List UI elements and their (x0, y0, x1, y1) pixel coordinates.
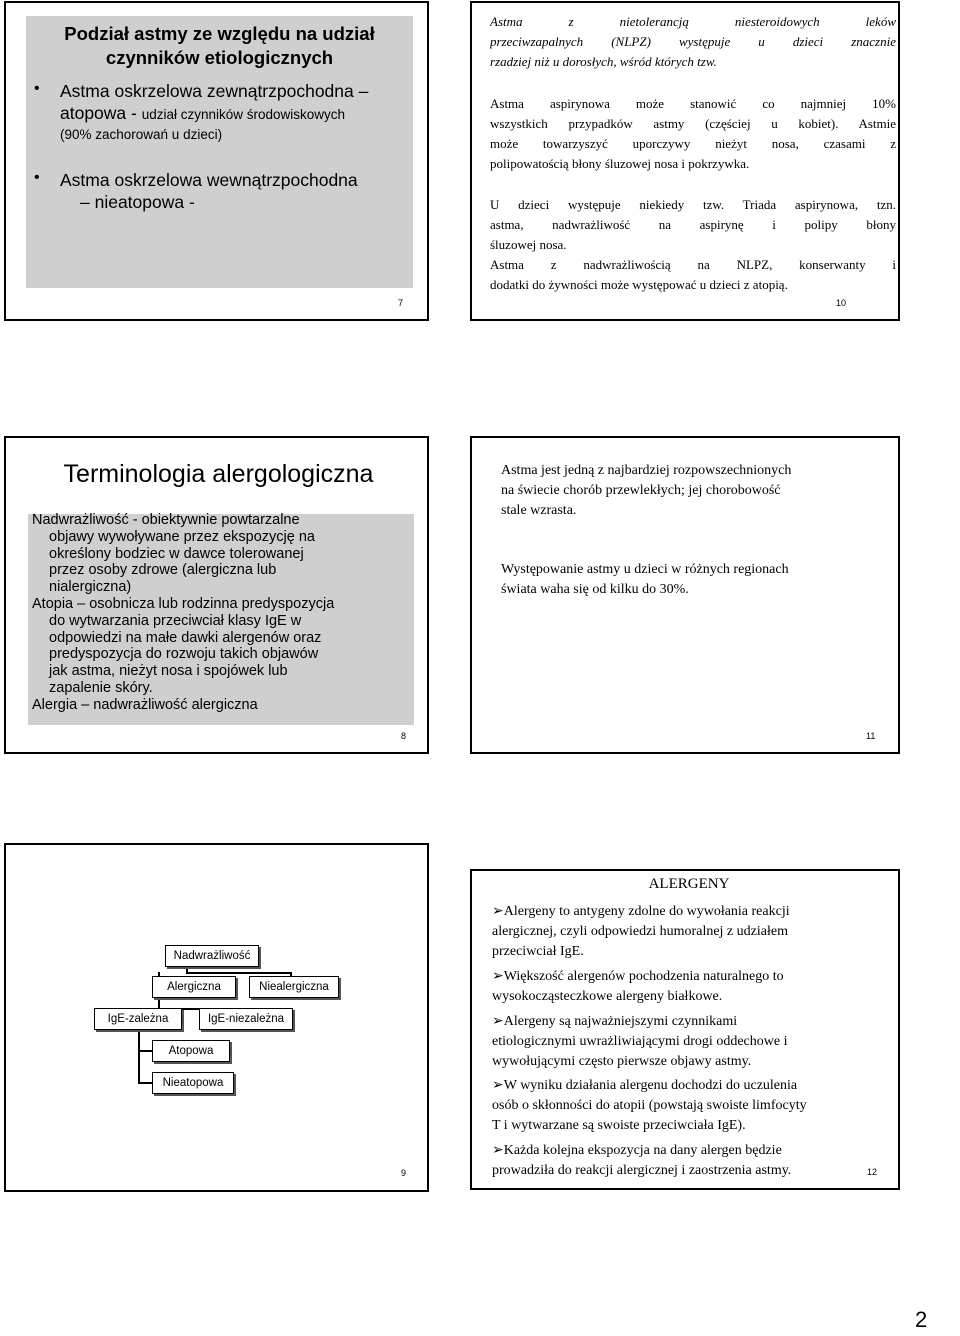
text-line: wszystkich przypadków astmy (częściej u kobiet). Astmie (490, 116, 896, 131)
paragraph-regions (501, 560, 891, 600)
allergen-item (492, 902, 886, 961)
slide-12-title: ALERGENY (648, 876, 730, 892)
bullet-line: Astma oskrzelowa zewnątrzpochodna – (60, 81, 369, 101)
text-line: na świecie chorób przewlekłych; jej chorobowość (501, 483, 781, 498)
text-line: śluzowej nosa. (490, 237, 567, 252)
text-line: wysokocząsteczkowe alergeny białkowe. (492, 988, 723, 1004)
text-line: U dzieci występuje niekiedy tzw. Triada aspirynowa, tzn. (490, 197, 896, 212)
text-line: wywołującymi często pierwsze objawy astmy. (492, 1053, 752, 1069)
text-line: W wyniku działania alergenu dochodzi do uczulenia (503, 1078, 798, 1093)
bullet-line: – nieatopowa - (80, 192, 195, 212)
node-alergiczna: Alergiczna (152, 976, 236, 998)
text-line: alergicznej, czyli odpowiedzi humoralnej z udziałem (492, 923, 788, 939)
bullet-note: udział czynników środowiskowych (141, 107, 346, 122)
text-line: Astma z nadwrażliwością na NLPZ, konserwanty i (490, 257, 896, 272)
bullet-line: Astma oskrzelowa wewnątrzpochodna (60, 170, 358, 190)
allergen-item (492, 967, 886, 1007)
text-line: Alergeny to antygeny zdolne do wywołania reakcji (503, 904, 790, 919)
text-line: polipowatością błony śluzowej nosa i pokrzywka. (490, 156, 750, 171)
slide-8 (4, 436, 429, 754)
node-atopowa: Atopowa (152, 1040, 230, 1062)
text-line: jak astma, nieżyt nosa i spojówek lub (49, 663, 288, 680)
node-niealergiczna: Niealergiczna (249, 976, 339, 998)
text-line: nialergiczna) (49, 579, 132, 596)
text-line: rzadziej niż u dorosłych, wśród których tzw. (490, 54, 717, 69)
arrow-bullet-icon: ➢ (492, 904, 504, 919)
text-line: przeciwzapalnych (NLPZ) występuje u dzieci znacznie (490, 34, 896, 49)
text-line: może towarzyszyć uporczywy nieżyt nosa, czasami z (490, 136, 896, 151)
text-line: do wytwarzania przeciwciał klasy IgE w (49, 612, 302, 629)
text-line: Większość alergenów pochodzenia naturalnego to (503, 969, 784, 984)
node-nieatopowa: Nieatopowa (152, 1072, 234, 1094)
slide-7 (4, 1, 429, 321)
allergen-item (492, 1141, 886, 1181)
text-line: etiologicznymi uwrażliwiającymi drogi oddechowe i (492, 1033, 788, 1049)
slide-number: 8 (401, 731, 407, 741)
arrow-bullet-icon: ➢ (492, 1078, 504, 1093)
bullet-line: (90% zachorowań u dzieci) (60, 127, 223, 142)
paragraph-prevalence (501, 461, 891, 521)
text-line: stale wzrasta. (501, 503, 577, 518)
text-line: osób o skłonności do atopii (powstają swoiste limfocyty (492, 1097, 807, 1113)
slide-7-panel (26, 16, 413, 288)
text-line: Nadwrażliwość - obiektywnie powtarzalne (32, 512, 300, 528)
bullet-icon: • (34, 80, 40, 97)
text-line: przeciwciał IgE. (492, 943, 584, 959)
text-line: Alergia – nadwrażliwość alergiczna (32, 696, 258, 713)
title-line: Podział astmy ze względu na udział (64, 23, 375, 44)
slide-11 (470, 436, 900, 754)
slide-7-title (26, 22, 413, 70)
node-nadwrazliwosc: Nadwrażliwość (165, 945, 259, 967)
slide-number: 12 (867, 1167, 878, 1177)
paragraph-triad (490, 195, 896, 295)
connector-line (138, 1050, 152, 1052)
text-line: prowadziła do reakcji alergicznej i zaostrzenia astmy. (492, 1162, 792, 1178)
title-line: czynników etiologicznych (105, 47, 334, 68)
node-ige-zalezna: IgE-zależna (94, 1008, 182, 1030)
text-line: Astma jest jedną z najbardziej rozpowszechnionych (501, 463, 792, 478)
text-line: przez osoby zdrowe (alergiczna lub (49, 562, 277, 579)
slide-10 (470, 1, 900, 321)
text-line: Atopia – osobnicza lub rodzinna predyspozycja (32, 595, 335, 612)
text-line: objawy wywoływane przez ekspozycję na (49, 528, 315, 545)
arrow-bullet-icon: ➢ (492, 969, 504, 984)
text-line: dodatki do żywności może występować u dzieci z atopią. (490, 277, 788, 292)
slide-8-body (32, 512, 414, 714)
text-line: Alergeny są najważniejszymi czynnikami (503, 1014, 738, 1029)
node-ige-niezalezna: IgE-niezależna (199, 1008, 293, 1030)
slide-8-title: Terminologia alergologiczna (63, 460, 374, 488)
text-line: Astma z nietolerancją niesteroidowych leków (490, 14, 896, 29)
connector-line (186, 972, 292, 974)
text-line: zapalenie skóry. (49, 679, 153, 696)
text-line: predyspozycja do rozwoju takich objawów (49, 646, 319, 663)
slide-number: 9 (401, 1168, 407, 1178)
bullet-icon: • (34, 169, 40, 186)
text-line: określony bodziec w dawce tolerowanej (49, 545, 304, 562)
arrow-bullet-icon: ➢ (492, 1014, 504, 1029)
page-number: 2 (915, 1307, 928, 1332)
bullet-term: atopowa - (60, 103, 142, 123)
paragraph-nlpz (490, 12, 896, 72)
slide-9 (4, 843, 429, 1192)
arrow-bullet-icon: ➢ (492, 1143, 504, 1158)
text-line: astma, nadwrażliwość na aspirynę i polipy błony (490, 217, 896, 232)
slide-number: 11 (866, 731, 876, 741)
text-line: Występowanie astmy u dzieci w różnych regionach (501, 562, 789, 577)
connector-line (138, 1082, 152, 1084)
text-line: świata waha się od kilku do 30%. (501, 582, 689, 597)
text-line: Każda kolejna ekspozycja na dany alergen będzie (503, 1143, 782, 1158)
allergen-item (492, 1076, 886, 1135)
text-line: T i wytwarzane są swoiste przeciwciała IgE). (492, 1117, 746, 1133)
bullet-line (34, 102, 409, 126)
bullet-extrinsic (34, 80, 409, 144)
slide-number: 7 (398, 298, 404, 308)
bullet-intrinsic (34, 169, 409, 213)
text-line: Astma aspirynowa może stanowić co najmniej 10% (490, 96, 896, 111)
slide-number: 10 (836, 298, 847, 308)
text-line: odpowiedzi na małe dawki alergenów oraz (49, 629, 322, 646)
allergen-item (492, 1012, 886, 1071)
paragraph-aspirin (490, 94, 896, 174)
slide-12 (470, 869, 900, 1190)
